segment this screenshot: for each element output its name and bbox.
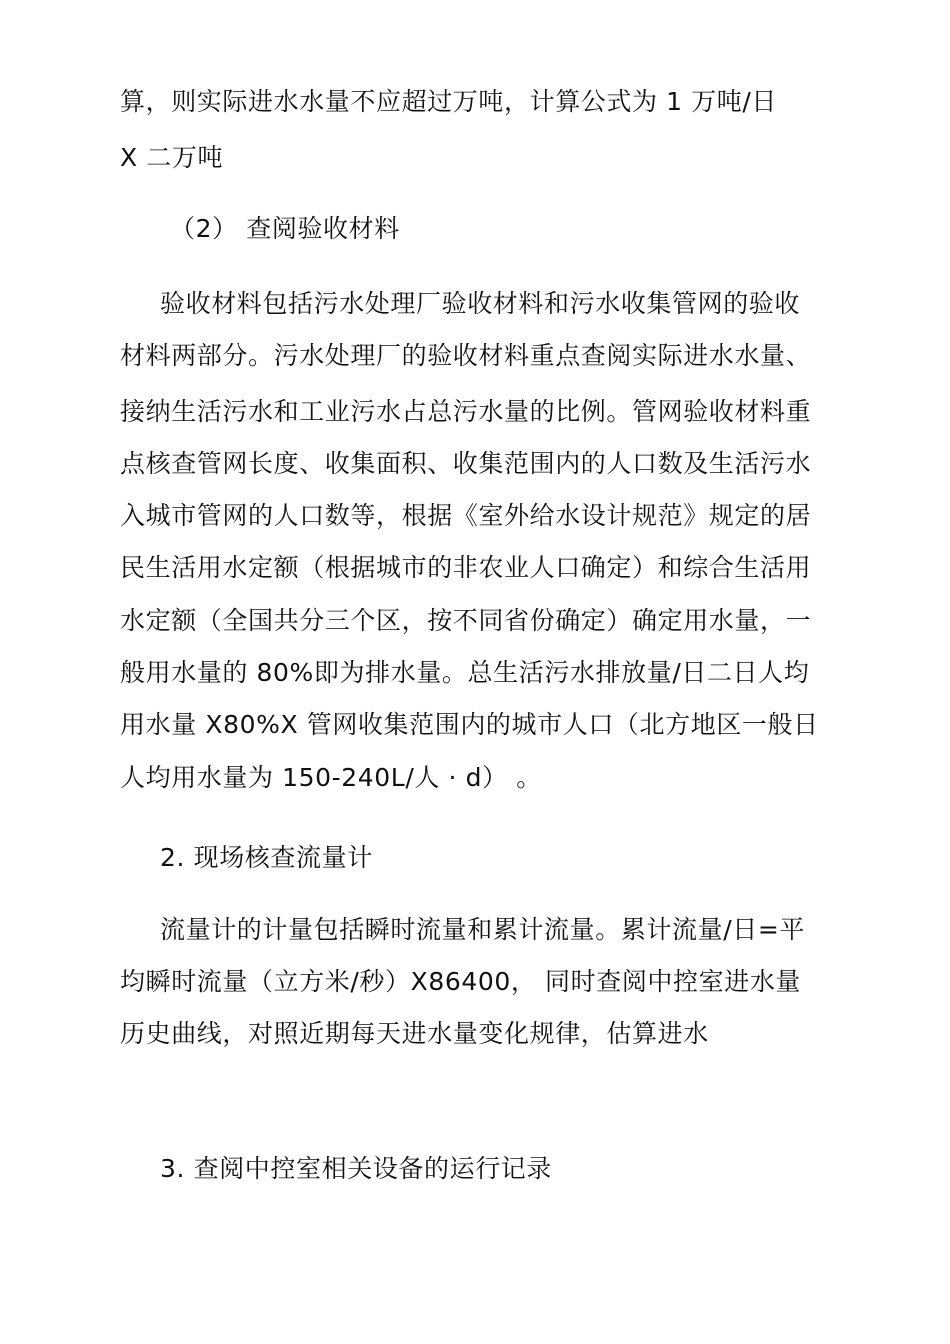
materials-line-1: 验收材料包括污水处理厂验收材料和污水收集管网的验收 [160, 289, 801, 318]
intro-line-1: 算，则实际进水水量不应超过万吨，计算公式为 1 万吨/日 [120, 87, 778, 116]
intro-line-2: X 二万吨 [120, 143, 224, 172]
section-3-heading: 3. 查阅中控室相关设备的运行记录 [160, 1154, 553, 1183]
materials-line-3: 接纳生活污水和工业污水占总污水量的比例。管网验收材料重 [120, 397, 812, 426]
materials-line-8: 般用水量的 80%即为排水量。总生活污水排放量/日二日人均 [120, 658, 810, 687]
materials-line-6: 民生活用水定额（根据城市的非农业人口确定）和综合生活用 [120, 553, 812, 582]
materials-line-4: 点核查管网长度、收集面积、收集范围内的人口数及生活污水 [120, 449, 812, 478]
flowmeter-line-2: 均瞬时流量（立方米/秒）X86400， 同时查阅中控室进水量 [120, 967, 802, 996]
flowmeter-line-3: 历史曲线，对照近期每天进水量变化规律，估算进水 [120, 1019, 709, 1048]
materials-line-5: 入城市管网的人口数等，根据《室外给水设计规范》规定的居 [120, 501, 812, 530]
materials-line-10: 人均用水量为 150-240L/人 · d） 。 [120, 763, 542, 792]
materials-line-9: 用水量 X80%X 管网收集范围内的城市人口（北方地区一般日 [120, 710, 819, 739]
materials-line-2: 材料两部分。污水处理厂的验收材料重点查阅实际进水水量、 [120, 341, 812, 370]
materials-line-7: 水定额（全国共分三个区，按不同省份确定）确定用水量，一 [120, 606, 812, 635]
section-2-heading: 2. 现场核查流量计 [160, 843, 373, 872]
subsection-2-heading: （2） 查阅验收材料 [170, 214, 400, 243]
flowmeter-line-1: 流量计的计量包括瞬时流量和累计流量。累计流量/日=平 [160, 915, 805, 944]
